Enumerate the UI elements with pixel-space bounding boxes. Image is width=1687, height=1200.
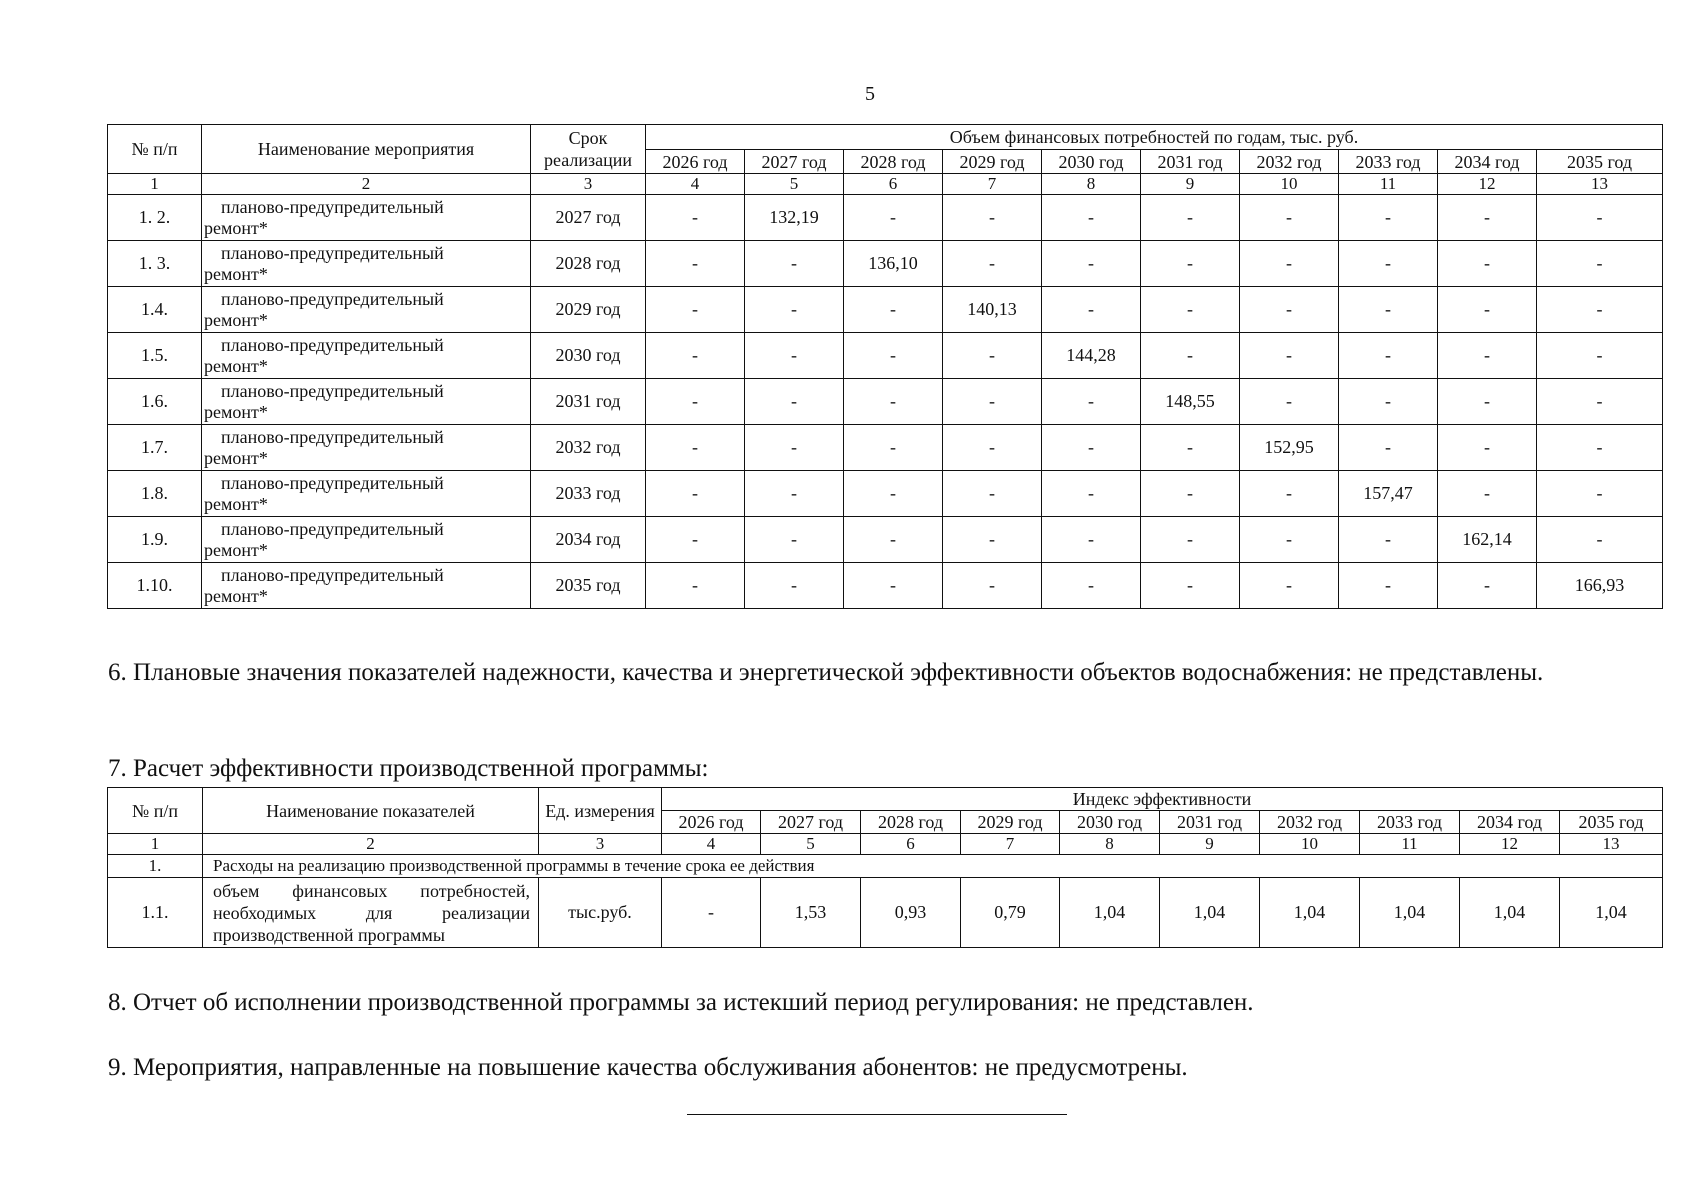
row-value: - (943, 241, 1042, 287)
column-number: 7 (943, 174, 1042, 195)
row-value: - (1042, 379, 1141, 425)
row-value: 1,04 (1160, 878, 1260, 948)
column-number: 10 (1260, 834, 1360, 855)
column-number: 11 (1360, 834, 1460, 855)
column-number: 9 (1160, 834, 1260, 855)
row-value: - (1339, 425, 1438, 471)
row-value: - (1042, 195, 1141, 241)
efficiency-table (107, 787, 1663, 948)
row-term: 2029 год (531, 287, 646, 333)
row-value: - (1537, 195, 1663, 241)
header-year: 2032 год (1260, 811, 1360, 834)
row-value: - (745, 517, 844, 563)
row-value: - (844, 517, 943, 563)
row-value: - (1339, 563, 1438, 609)
row-value: - (1240, 287, 1339, 333)
row-value: 144,28 (1042, 333, 1141, 379)
row-name-line1: планово-предупредительный (221, 242, 444, 263)
financing-needs-table (107, 124, 1663, 609)
row-value: - (1042, 241, 1141, 287)
row-term: 2034 год (531, 517, 646, 563)
paragraph-6: 6. Плановые значения показателей надежности, качества и энергетической эффективности объектов водоснабжения: не представлены. (108, 659, 1544, 686)
table-row (108, 425, 1663, 471)
table-row (108, 287, 1663, 333)
row-value: - (1537, 425, 1663, 471)
header-term: Срок реализации (531, 125, 646, 174)
column-number: 13 (1560, 834, 1663, 855)
row-value: - (1339, 287, 1438, 333)
row-value: - (943, 425, 1042, 471)
row-name-line2: ремонт* (204, 263, 268, 284)
row-term: 2027 год (531, 195, 646, 241)
row-value: - (844, 379, 943, 425)
header-year: 2030 год (1060, 811, 1160, 834)
header-year: 2035 год (1537, 150, 1663, 174)
row-value: - (943, 333, 1042, 379)
row-value: - (1339, 333, 1438, 379)
table-row (108, 241, 1663, 287)
header-year: 2032 год (1240, 150, 1339, 174)
header-year: 2034 год (1438, 150, 1537, 174)
header-num: № п/п (108, 125, 202, 174)
column-number: 6 (861, 834, 961, 855)
row-num: 1.6. (108, 379, 202, 425)
row-value: - (646, 379, 745, 425)
row-value: 132,19 (745, 195, 844, 241)
column-number: 12 (1460, 834, 1560, 855)
row-value: - (844, 425, 943, 471)
row-value: 1,53 (761, 878, 861, 948)
row-value: 157,47 (1339, 471, 1438, 517)
column-number: 4 (662, 834, 761, 855)
row-name (202, 471, 531, 517)
column-number: 12 (1438, 174, 1537, 195)
column-number: 2 (203, 834, 539, 855)
section-num: 1. (108, 855, 203, 878)
row-value: - (745, 563, 844, 609)
row-value: - (662, 878, 761, 948)
row-value: - (745, 241, 844, 287)
row-value: - (943, 471, 1042, 517)
row-name: объем финансовых потребностей, необходимых для реализации производственной программы (203, 878, 539, 948)
row-term: 2035 год (531, 563, 646, 609)
column-number: 8 (1042, 174, 1141, 195)
row-value: - (1240, 379, 1339, 425)
row-name-line2: ремонт* (204, 447, 268, 468)
row-value: - (646, 425, 745, 471)
row-value: - (1240, 517, 1339, 563)
row-value: - (1141, 287, 1240, 333)
row-num: 1.9. (108, 517, 202, 563)
row-num: 1.8. (108, 471, 202, 517)
paragraph-8: 8. Отчет об исполнении производственной программы за истекший период регулирования: не представлен. (108, 989, 1254, 1016)
header-year: 2031 год (1141, 150, 1240, 174)
header-year: 2033 год (1360, 811, 1460, 834)
row-value: - (1537, 471, 1663, 517)
row-value: - (1240, 471, 1339, 517)
header-year: 2028 год (861, 811, 961, 834)
row-num: 1.4. (108, 287, 202, 333)
row-num: 1.5. (108, 333, 202, 379)
row-value: 1,04 (1560, 878, 1663, 948)
row-value: - (943, 517, 1042, 563)
section-row (108, 855, 1663, 878)
header-num: № п/п (108, 788, 203, 834)
row-value: - (1438, 471, 1537, 517)
row-value: - (1438, 425, 1537, 471)
row-value: - (1042, 517, 1141, 563)
row-value: - (1438, 379, 1537, 425)
row-value: - (1141, 563, 1240, 609)
row-value: - (1240, 563, 1339, 609)
row-name (202, 379, 531, 425)
row-value: - (745, 333, 844, 379)
row-value: - (1042, 287, 1141, 333)
row-value: - (844, 563, 943, 609)
row-value: - (646, 471, 745, 517)
header-year: 2031 год (1160, 811, 1260, 834)
column-number: 6 (844, 174, 943, 195)
column-number: 3 (531, 174, 646, 195)
row-value: - (646, 195, 745, 241)
row-value: - (1438, 563, 1537, 609)
paragraph-9: 9. Мероприятия, направленные на повышение качества обслуживания абонентов: не предусмотрены. (108, 1054, 1188, 1081)
row-value: - (1537, 379, 1663, 425)
row-name (202, 195, 531, 241)
row-num: 1. 2. (108, 195, 202, 241)
row-name-line1: планово-предупредительный (221, 288, 444, 309)
column-number: 5 (745, 174, 844, 195)
column-number: 3 (539, 834, 662, 855)
table-row (108, 333, 1663, 379)
column-number: 10 (1240, 174, 1339, 195)
row-value: - (844, 287, 943, 333)
row-name (202, 287, 531, 333)
row-value: - (1240, 241, 1339, 287)
row-value: - (646, 563, 745, 609)
header-year: 2029 год (943, 150, 1042, 174)
row-value: - (844, 471, 943, 517)
row-num: 1.10. (108, 563, 202, 609)
header-year: 2029 год (961, 811, 1060, 834)
row-value: - (646, 241, 745, 287)
row-num: 1. 3. (108, 241, 202, 287)
row-value: - (1042, 563, 1141, 609)
row-value: - (1240, 333, 1339, 379)
row-value: 166,93 (1537, 563, 1663, 609)
row-name-line2: ремонт* (204, 309, 268, 330)
row-name-line2: ремонт* (204, 585, 268, 606)
row-value: - (1141, 517, 1240, 563)
row-value: - (1537, 241, 1663, 287)
column-number: 8 (1060, 834, 1160, 855)
column-number: 5 (761, 834, 861, 855)
row-name-line2: ремонт* (204, 539, 268, 560)
row-value: - (1042, 425, 1141, 471)
header-year: 2033 год (1339, 150, 1438, 174)
row-value: - (1141, 241, 1240, 287)
row-value: 148,55 (1141, 379, 1240, 425)
header-year: 2026 год (662, 811, 761, 834)
row-value: - (943, 379, 1042, 425)
row-name-line2: ремонт* (204, 355, 268, 376)
row-value: - (1438, 333, 1537, 379)
row-value: - (1537, 517, 1663, 563)
column-number: 7 (961, 834, 1060, 855)
row-value: 0,93 (861, 878, 961, 948)
column-number: 4 (646, 174, 745, 195)
row-value: - (1438, 195, 1537, 241)
section-title: Расходы на реализацию производственной программы в течение срока ее действия (203, 855, 1663, 878)
row-name-line1: планово-предупредительный (221, 426, 444, 447)
header-year: 2035 год (1560, 811, 1663, 834)
row-value: 162,14 (1438, 517, 1537, 563)
row-num: 1.1. (108, 878, 203, 948)
column-number: 9 (1141, 174, 1240, 195)
row-name (202, 563, 531, 609)
header-year: 2026 год (646, 150, 745, 174)
row-num: 1.7. (108, 425, 202, 471)
row-value: - (1537, 287, 1663, 333)
row-unit: тыс.руб. (539, 878, 662, 948)
row-value: - (745, 471, 844, 517)
row-value: - (1339, 379, 1438, 425)
table-row (108, 379, 1663, 425)
row-value: - (1438, 241, 1537, 287)
column-number: 1 (108, 174, 202, 195)
table-row (108, 195, 1663, 241)
header-year: 2028 год (844, 150, 943, 174)
page-number: 5 (865, 83, 875, 105)
table-row (108, 517, 1663, 563)
row-value: 136,10 (844, 241, 943, 287)
row-value: - (844, 195, 943, 241)
row-value: 152,95 (1240, 425, 1339, 471)
row-value: 1,04 (1060, 878, 1160, 948)
row-name-line1: планово-предупредительный (221, 564, 444, 585)
header-year: 2034 год (1460, 811, 1560, 834)
row-value: - (745, 379, 844, 425)
row-term: 2033 год (531, 471, 646, 517)
row-value: - (646, 287, 745, 333)
column-number: 1 (108, 834, 203, 855)
row-value: - (943, 195, 1042, 241)
row-value: - (844, 333, 943, 379)
table-row (108, 471, 1663, 517)
column-number: 11 (1339, 174, 1438, 195)
row-value: - (745, 425, 844, 471)
header-volume: Объем финансовых потребностей по годам, тыс. руб. (646, 125, 1663, 150)
row-value: - (1141, 471, 1240, 517)
row-value: - (1537, 333, 1663, 379)
row-value: 1,04 (1260, 878, 1360, 948)
row-name-line1: планово-предупредительный (221, 334, 444, 355)
header-unit: Ед. измерения (539, 788, 662, 834)
column-number: 13 (1537, 174, 1663, 195)
row-term: 2032 год (531, 425, 646, 471)
row-name-line1: планово-предупредительный (221, 518, 444, 539)
header-index: Индекс эффективности (662, 788, 1663, 811)
row-value: 0,79 (961, 878, 1060, 948)
header-name: Наименование мероприятия (202, 125, 531, 174)
row-value: - (1240, 195, 1339, 241)
row-value: - (1141, 195, 1240, 241)
row-value: - (745, 287, 844, 333)
row-value: 140,13 (943, 287, 1042, 333)
row-value: - (646, 517, 745, 563)
row-name-line1: планово-предупредительный (221, 472, 444, 493)
row-name-line2: ремонт* (204, 401, 268, 422)
row-value: - (943, 563, 1042, 609)
row-value: - (1339, 517, 1438, 563)
row-name-line1: планово-предупредительный (221, 380, 444, 401)
header-year: 2030 год (1042, 150, 1141, 174)
row-value: - (1141, 425, 1240, 471)
row-name-line2: ремонт* (204, 217, 268, 238)
row-name (202, 517, 531, 563)
column-number: 2 (202, 174, 531, 195)
row-value: 1,04 (1460, 878, 1560, 948)
row-value: - (1042, 471, 1141, 517)
row-term: 2031 год (531, 379, 646, 425)
row-name (202, 241, 531, 287)
row-name-line1: планово-предупредительный (221, 196, 444, 217)
header-name: Наименование показателей (203, 788, 539, 834)
row-value: - (1339, 241, 1438, 287)
row-value: - (646, 333, 745, 379)
row-value: - (1438, 287, 1537, 333)
closing-rule (687, 1114, 1067, 1115)
row-value: - (1141, 333, 1240, 379)
table-row (108, 563, 1663, 609)
paragraph-7: 7. Расчет эффективности производственной программы: (108, 755, 709, 782)
row-name-line2: ремонт* (204, 493, 268, 514)
header-year: 2027 год (745, 150, 844, 174)
row-name (202, 333, 531, 379)
table-row (108, 878, 1663, 948)
row-value: - (1339, 195, 1438, 241)
row-value: 1,04 (1360, 878, 1460, 948)
row-term: 2028 год (531, 241, 646, 287)
header-year: 2027 год (761, 811, 861, 834)
row-name (202, 425, 531, 471)
row-term: 2030 год (531, 333, 646, 379)
